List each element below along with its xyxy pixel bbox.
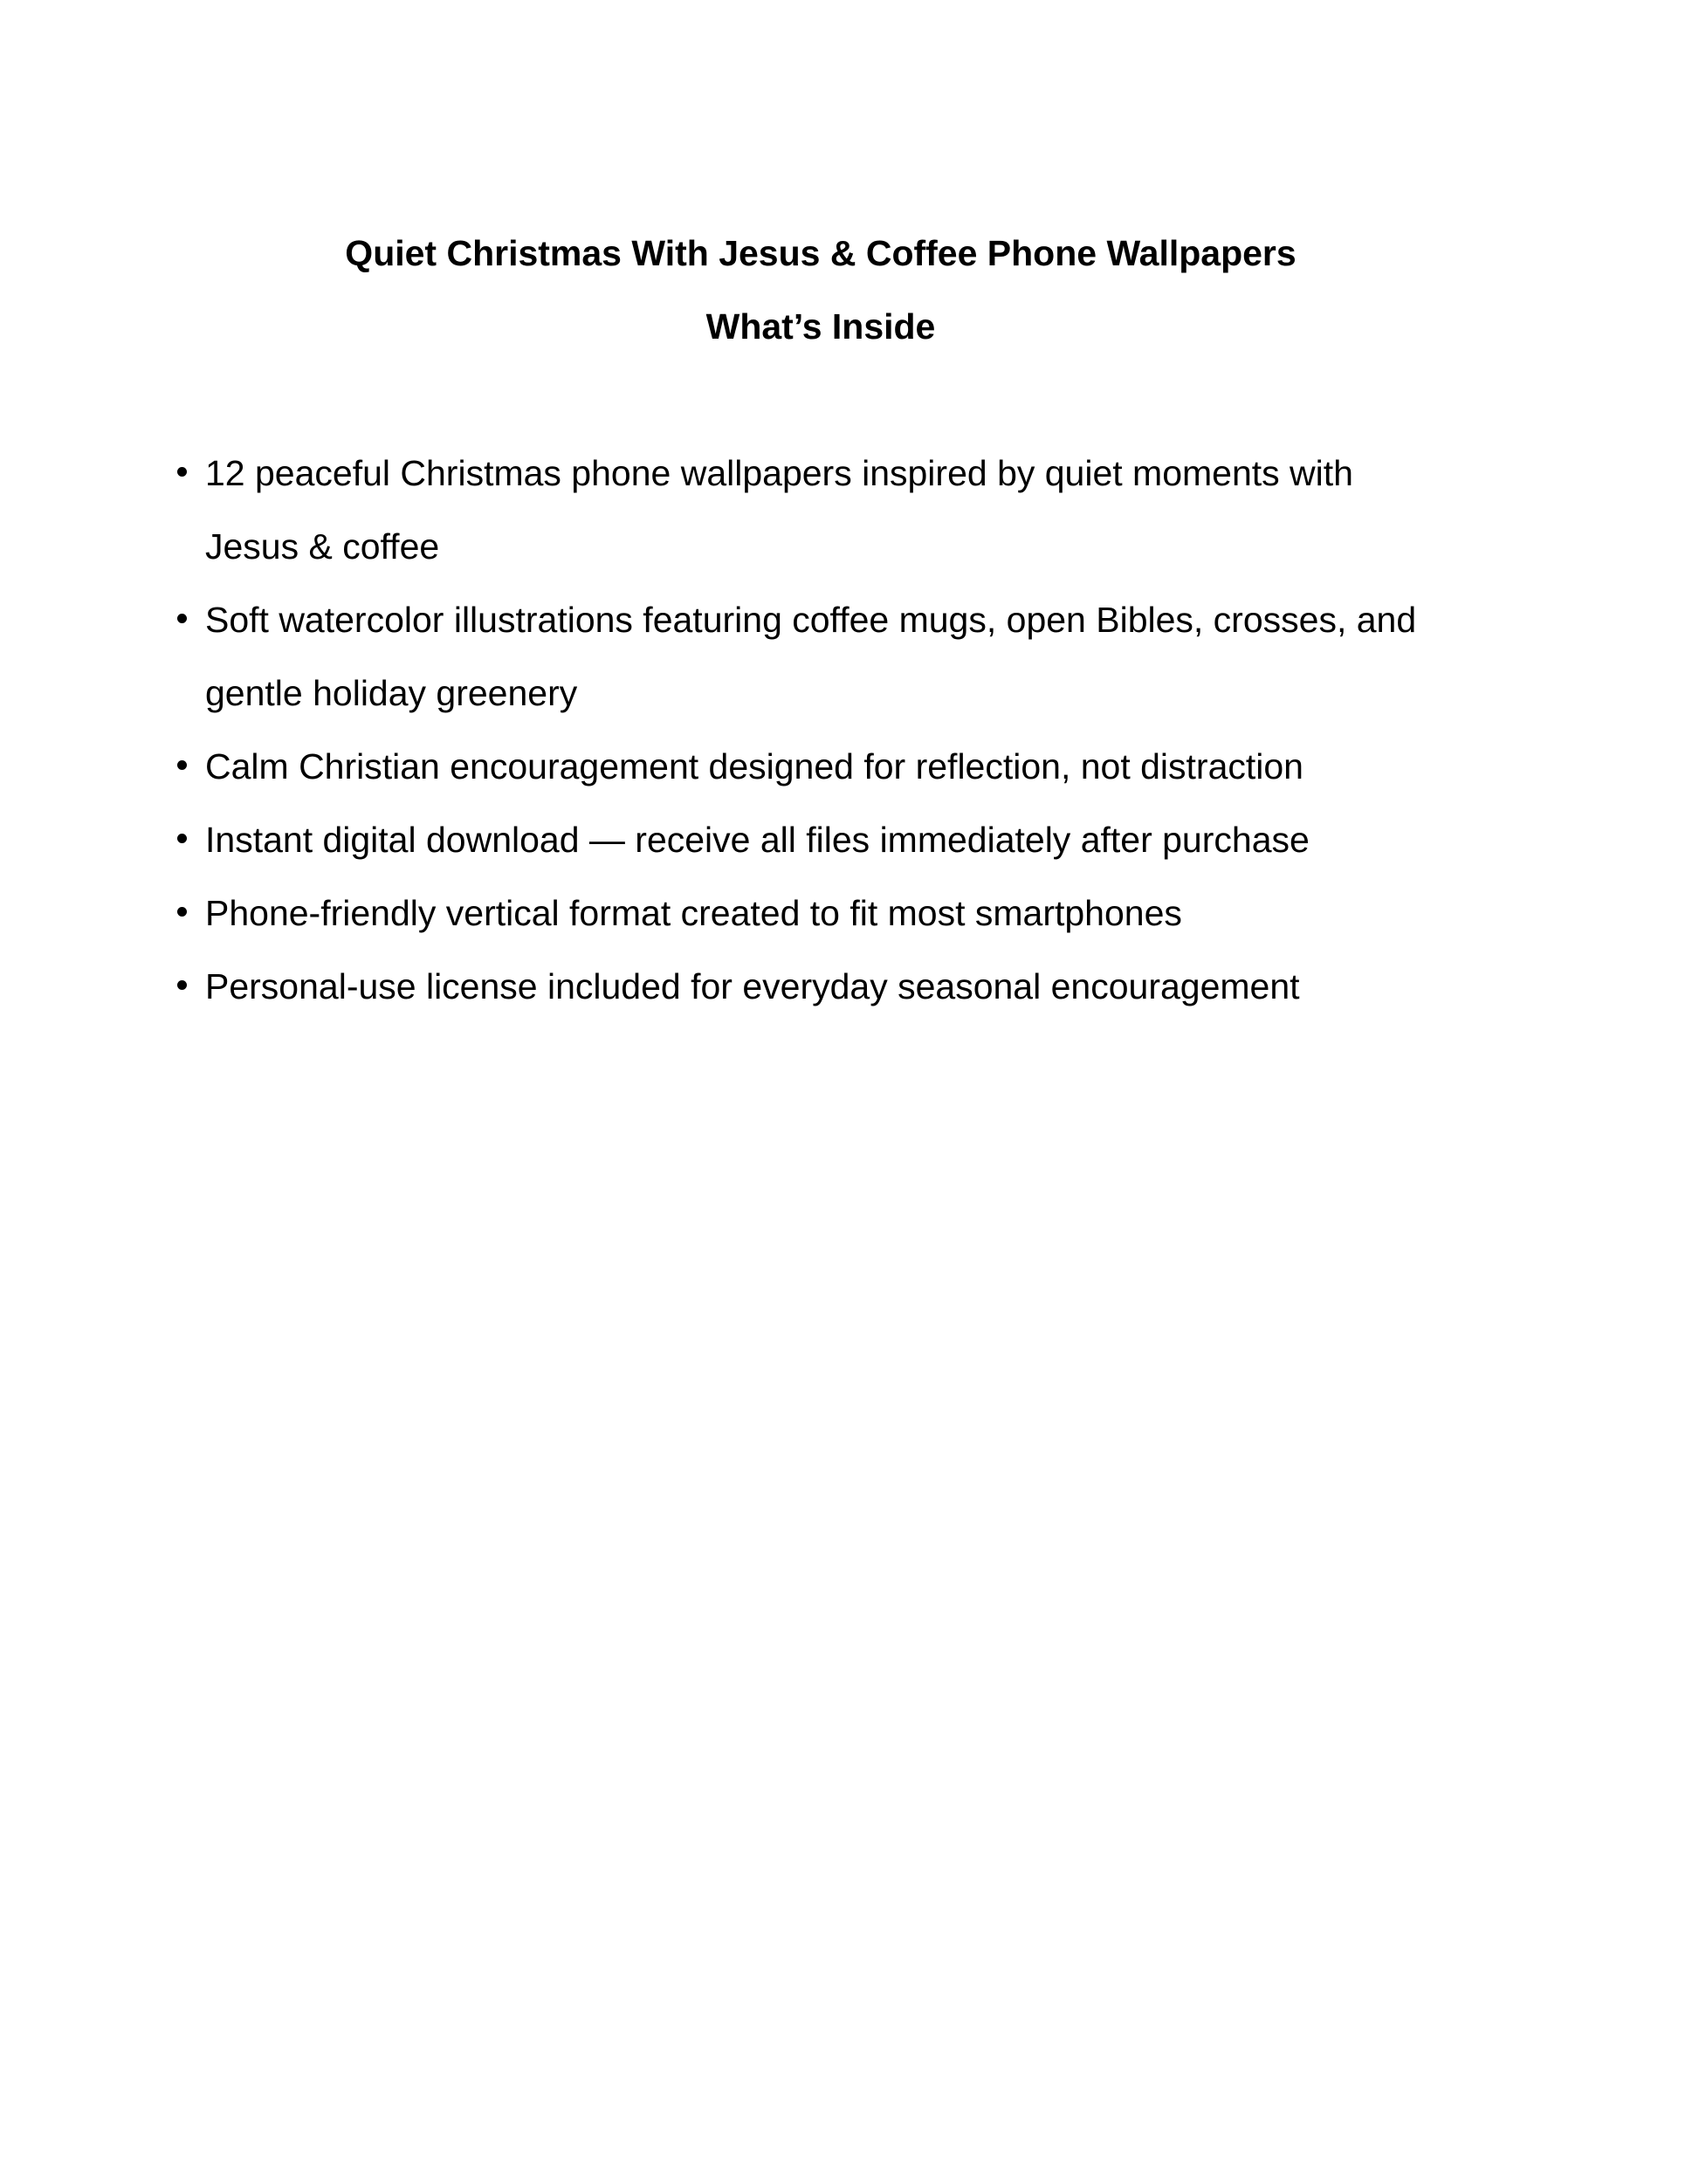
list-item-text: Instant digital download — receive all files immediately after purchase — [205, 820, 1310, 860]
bullet-icon — [177, 834, 187, 843]
bullet-icon — [177, 614, 187, 623]
bullet-icon — [177, 980, 187, 990]
list-item-text: Soft watercolor illustrations featuring coffee mugs, open Bibles, crosses, and gentle holiday greenery — [205, 600, 1417, 713]
bullet-icon — [177, 467, 187, 477]
list-item — [205, 950, 1436, 1023]
list-item — [205, 876, 1436, 950]
list-item — [205, 583, 1436, 730]
list-item-text: Calm Christian encouragement designed for reflection, not distraction — [205, 746, 1303, 786]
bullet-icon — [177, 907, 187, 917]
list-item-text: 12 peaceful Christmas phone wallpapers inspired by quiet moments with Jesus & coffee — [205, 453, 1353, 567]
heading-block — [200, 216, 1441, 363]
document-subtitle: What’s Inside — [705, 306, 936, 347]
document-title: Quiet Christmas With Jesus & Coffee Phone Wallpapers — [345, 233, 1297, 273]
bullet-icon — [177, 760, 187, 770]
list-item — [205, 803, 1436, 876]
whats-inside-list — [200, 436, 1436, 1023]
list-item-text: Phone-friendly vertical format created to fit most smartphones — [205, 893, 1182, 933]
list-item — [205, 730, 1436, 803]
list-item-text: Personal-use license included for everyday seasonal encouragement — [205, 966, 1300, 1006]
list-item — [205, 436, 1436, 583]
